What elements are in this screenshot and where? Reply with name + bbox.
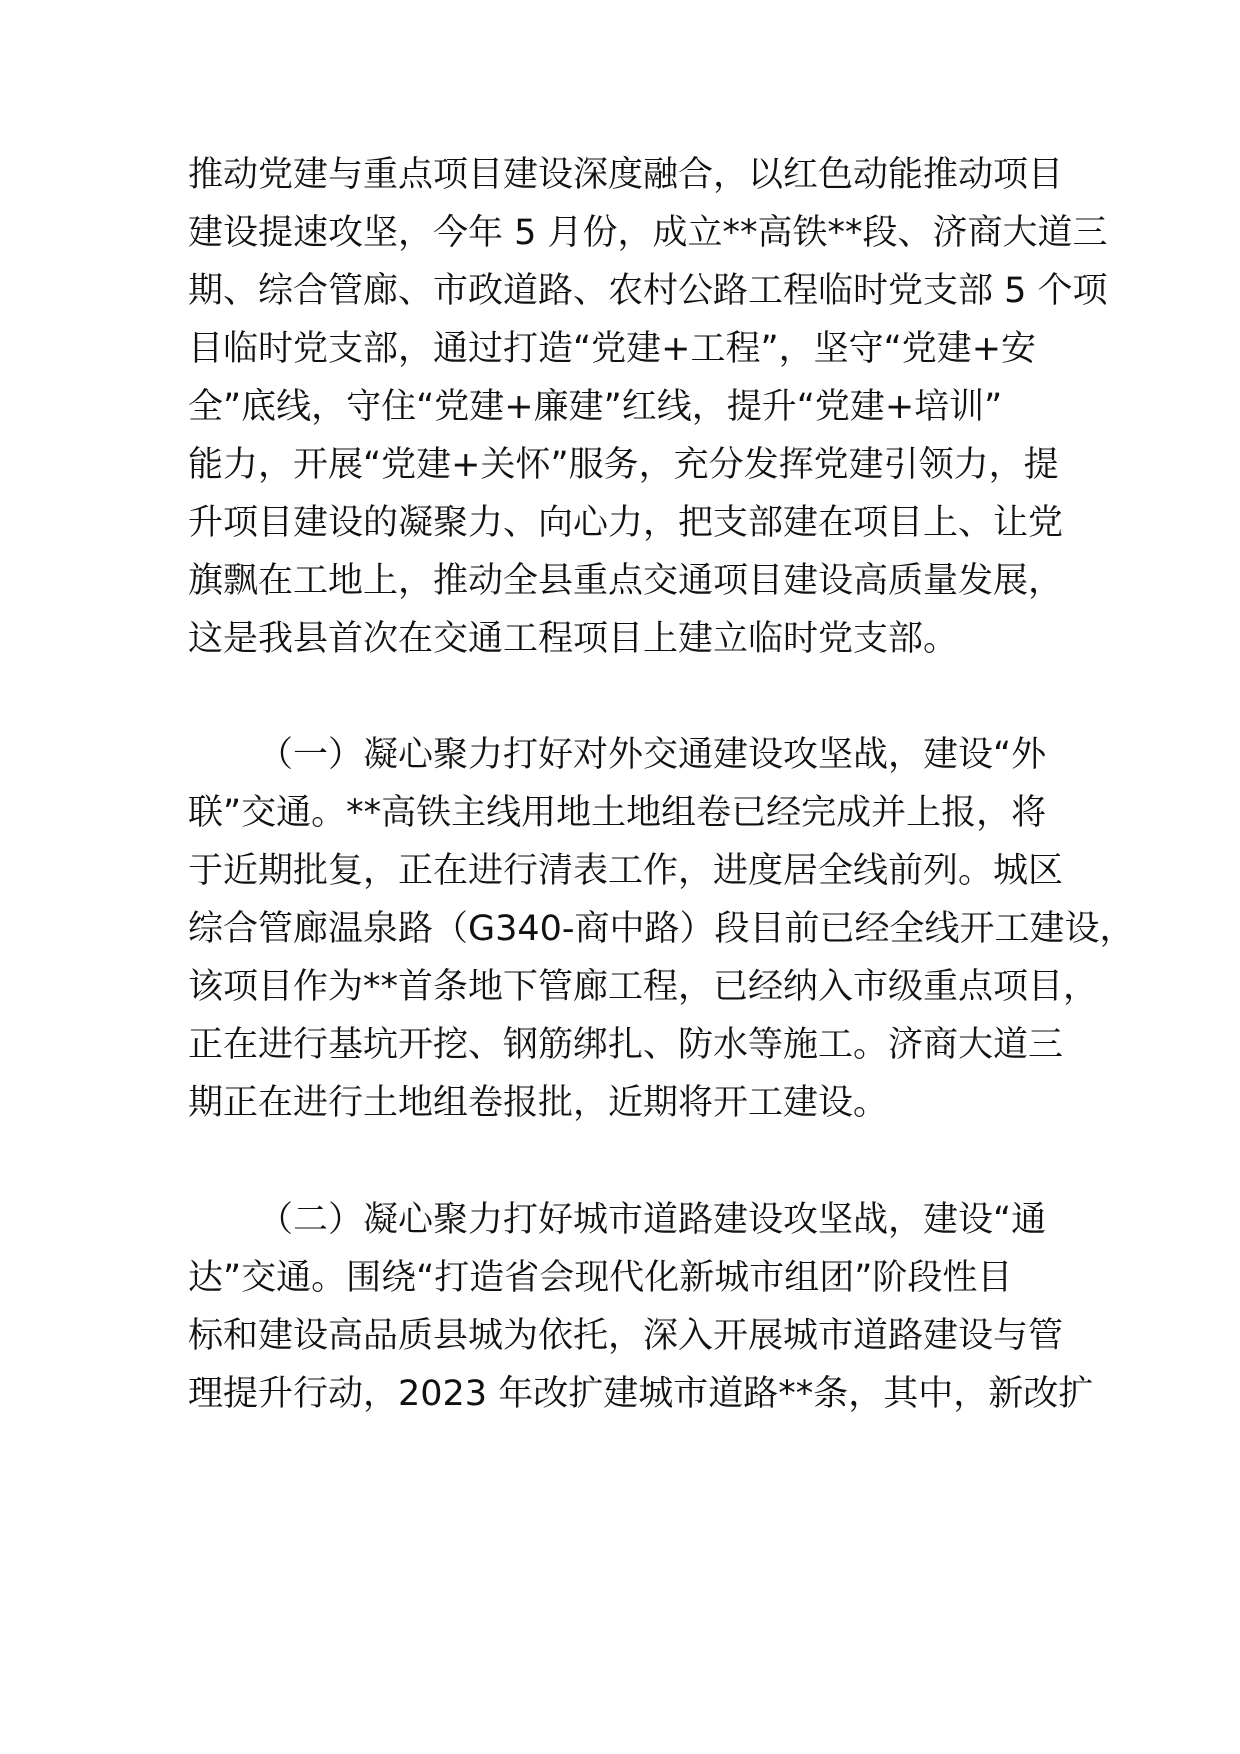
paragraph-2-line-6: 正在进行基坑开挖、钢筋绑扎、防水等施工。济商大道三 [188,1025,1064,1065]
paragraph-2-line-5: 该项目作为**首条地下管廊工程，已经纳入市级重点项目， [188,967,1099,1007]
paragraph-2-line-2: 联”交通。**高铁主线用地土地组卷已经完成并上报，将 [188,793,1047,833]
paragraph-2-line-3: 于近期批复，正在进行清表工作，进度居全线前列。城区 [188,851,1064,891]
paragraph-1-line-1: 推动党建与重点项目建设深度融合，以红色动能推动项目 [188,155,1064,195]
paragraph-1-line-4: 目临时党支部，通过打造“党建+工程”，坚守“党建+安 [188,329,1037,369]
paragraph-2-line-4: 综合管廊温泉路（G340-商中路）段目前已经全线开工建设， [188,909,1135,949]
paragraph-3-line-2: 达”交通。围绕“打造省会现代化新城市组团”阶段性目 [188,1258,1013,1298]
paragraph-3-line-1: （二）凝心聚力打好城市道路建设攻坚战，建设“通 [258,1200,1047,1240]
paragraph-1-line-2: 建设提速攻坚，今年 5 月份，成立**高铁**段、济商大道三 [188,213,1108,253]
paragraph-1-line-8: 旗飘在工地上，推动全县重点交通项目建设高质量发展， [188,561,1064,601]
paragraph-3-line-4: 理提升行动，2023 年改扩建城市道路**条，其中，新改扩 [188,1374,1094,1414]
paragraph-1-line-5: 全”底线，守住“党建+廉建”红线，提升“党建+培训” [188,387,1003,427]
paragraph-1-line-3: 期、综合管廊、市政道路、农村公路工程临时党支部 5 个项 [188,271,1108,311]
paragraph-2-line-1: （一）凝心聚力打好对外交通建设攻坚战，建设“外 [258,735,1047,775]
paragraph-1-line-6: 能力，开展“党建+关怀”服务，充分发挥党建引领力，提 [188,445,1059,485]
paragraph-3-line-3: 标和建设高品质县城为依托，深入开展城市道路建设与管 [188,1316,1064,1356]
paragraph-1-line-9: 这是我县首次在交通工程项目上建立临时党支部。 [188,619,959,659]
paragraph-1-line-7: 升项目建设的凝聚力、向心力，把支部建在项目上、让党 [188,503,1064,543]
paragraph-2-line-7: 期正在进行土地组卷报批，近期将开工建设。 [188,1083,889,1123]
